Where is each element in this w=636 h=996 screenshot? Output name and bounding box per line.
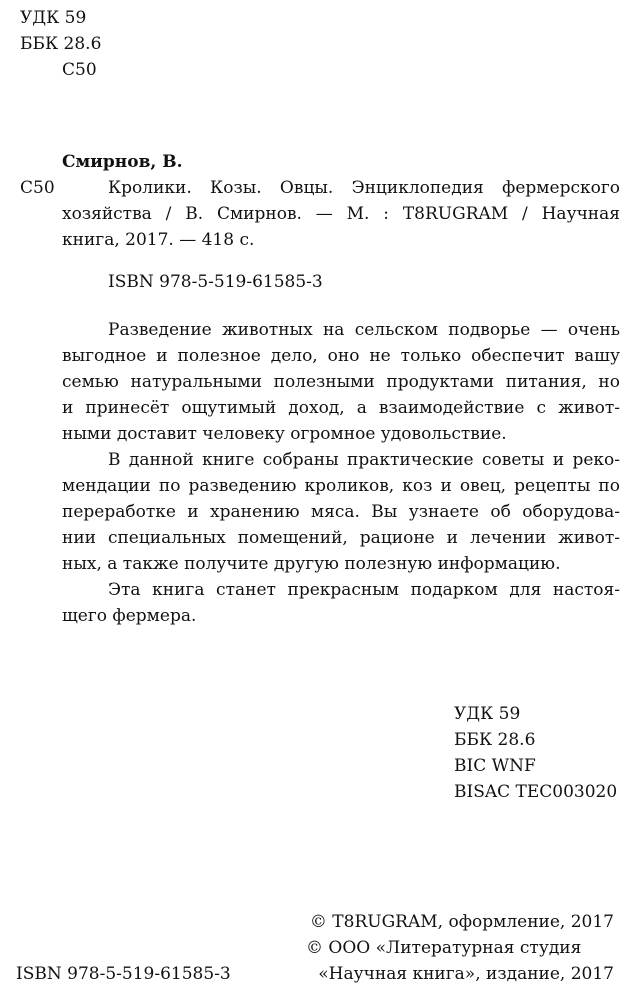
bisac-code: BISAC TEC003020: [454, 782, 618, 802]
bib-line-1: Кролики. Козы. Овцы. Энциклопедия фермерского: [108, 178, 620, 198]
annotation-line: Разведение животных на сельском подворье — очень: [108, 320, 620, 340]
annotation-line: ными доставит человеку огромное удовольствие.: [62, 424, 507, 444]
annotation-line: ных, а также получите другую полезную информацию.: [62, 554, 561, 574]
annotation-line: переработке и хранению мяса. Вы узнаете об оборудова-: [62, 502, 620, 522]
annotation-line: нии специальных помещений, рационе и лечении живот-: [62, 528, 620, 548]
annotation-line: щего фермера.: [62, 606, 197, 626]
annotation-line: и принесёт ощутимый доход, а взаимодействие с живот-: [62, 398, 620, 418]
bic-code: BIC WNF: [454, 756, 536, 776]
annotation-line: выгодное и полезное дело, оно не только обеспечит вашу: [62, 346, 620, 366]
annotation-line: В данной книге собраны практические советы и реко-: [108, 450, 620, 470]
bib-line-3: книга, 2017. — 418 с.: [62, 230, 255, 250]
annotation-line: Эта книга станет прекрасным подарком для настоя-: [108, 580, 620, 600]
author-name: Смирнов, В.: [62, 152, 183, 172]
author-mark-top: С50: [62, 60, 97, 80]
copyright-line-1: © T8RUGRAM, оформление, 2017: [309, 912, 614, 932]
bib-line-2: хозяйства / В. Смирнов. — М. : T8RUGRAM / Научная: [62, 204, 620, 224]
udk-code: УДК 59: [454, 704, 521, 724]
copyright-line-3: «Научная книга», издание, 2017: [318, 964, 614, 984]
annotation-line: мендации по разведению кроликов, коз и овец, рецепты по: [62, 476, 620, 496]
bib-isbn: ISBN 978-5-519-61585-3: [108, 272, 323, 292]
author-mark: С50: [20, 178, 55, 198]
annotation-line: семью натуральными полезными продуктами питания, но: [62, 372, 620, 392]
copyright-line-2: © ООО «Литературная студия: [306, 938, 582, 958]
footer-isbn: ISBN 978-5-519-61585-3: [16, 964, 231, 984]
bbk-top: ББК 28.6: [20, 34, 102, 54]
bbk-code: ББК 28.6: [454, 730, 536, 750]
udk-top: УДК 59: [20, 8, 87, 28]
